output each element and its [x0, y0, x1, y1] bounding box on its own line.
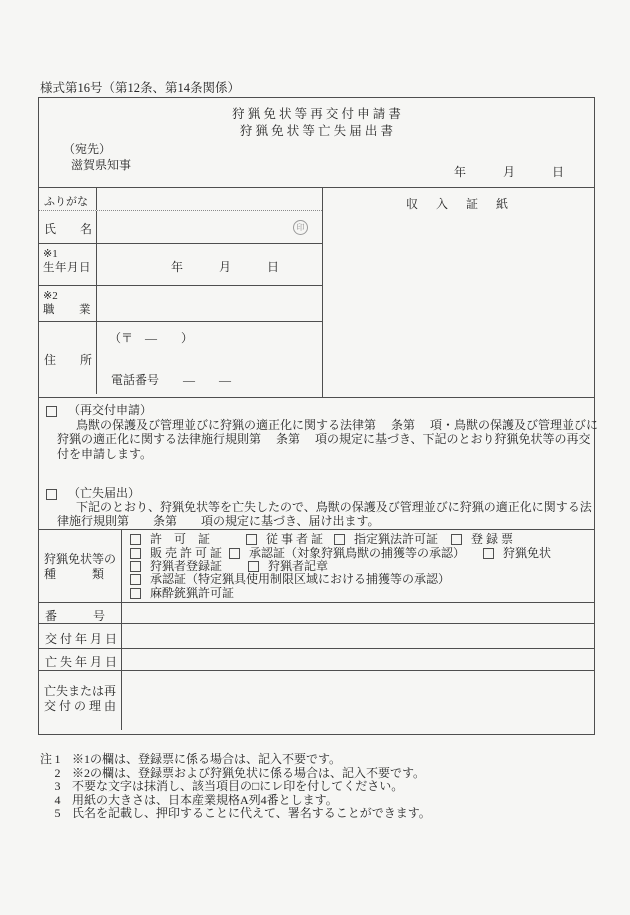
addressee-name: 滋賀県知事 [71, 158, 132, 172]
name-label: 氏 名 [39, 211, 97, 243]
issue-date-row [39, 624, 594, 649]
option-registration-card[interactable]: 登 録 票 [451, 533, 513, 546]
occupation-label: ※2 職 業 [39, 286, 97, 321]
loss-date-label: 亡失年月日 [39, 649, 122, 670]
address-label: 住 所 [39, 322, 97, 394]
checkbox-icon[interactable] [130, 548, 141, 559]
reason-input[interactable] [122, 671, 594, 730]
option-sales-permit[interactable]: 販 売 許 可 証 [130, 547, 222, 560]
birthdate-ref-mark: ※1 [43, 248, 58, 260]
checkbox-icon[interactable] [451, 534, 462, 545]
checkbox-icon[interactable] [130, 588, 141, 599]
furigana-input[interactable] [97, 188, 322, 210]
loss-text-line: 下記のとおり、狩猟免状等を亡失したので、鳥獣の保護及び管理並びに狩猟の適正化に関する法 [76, 500, 592, 514]
option-row [122, 573, 594, 586]
birthdate-label: ※1 生年月日 [39, 244, 97, 285]
loss-checkbox[interactable] [46, 489, 57, 500]
number-row [39, 603, 594, 624]
birthdate-input[interactable] [97, 244, 322, 285]
furigana-label: ふりがな [39, 188, 97, 210]
note-item: 注 1 ※1の欄は、登録票に係る場合は、記入不要です。 [40, 752, 342, 766]
loss-heading: （亡失届出） [68, 486, 141, 500]
occupation-row [39, 286, 322, 322]
checkbox-icon[interactable] [248, 561, 259, 572]
checkbox-icon[interactable] [229, 548, 240, 559]
option-designated-method-permit[interactable]: 指定猟法許可証 [334, 533, 438, 546]
details-table [39, 529, 594, 730]
seal-icon: 印 [293, 220, 308, 235]
issue-date-label: 交付年月日 [39, 624, 122, 648]
reissue-checkbox[interactable] [46, 406, 57, 417]
checkbox-icon[interactable] [130, 561, 141, 572]
applicant-section [39, 188, 594, 398]
option-approval-cert-game[interactable]: 承認証（対象狩猟鳥獣の捕獲等の承認） [229, 547, 465, 560]
applicant-table [39, 188, 323, 397]
number-label: 番 号 [39, 603, 122, 623]
reason-label: 亡失または再 交付の理由 [39, 671, 122, 730]
checkbox-icon[interactable] [130, 574, 141, 585]
form-title-loss: 狩 猟 免 状 等 亡 失 届 出 書 [239, 124, 394, 138]
reissue-text-line: 鳥獣の保護及び管理並びに狩猟の適正化に関する法律第 条第 項・鳥獣の保護及び管理並びに [76, 418, 599, 432]
checkbox-icon[interactable] [246, 534, 257, 545]
reissue-text-line: 狩猟の適正化に関する法律施行規則第 条第 項の規定に基づき、下記のとおり狩猟免状等の再交 [57, 432, 591, 446]
option-hunter-badge[interactable]: 狩猟者記章 [248, 560, 328, 573]
revenue-stamp-label: 収 入 証 紙 [405, 197, 511, 211]
form-number: 様式第16号（第12条、第14条関係） [40, 81, 241, 95]
occupation-ref-mark: ※2 [43, 290, 58, 302]
statements-section [39, 397, 599, 529]
note-item: 5 氏名を記載し、押印することに代えて、署名することができます。 [54, 806, 431, 821]
note-item: 4 用紙の大きさは、日本産業規格A列4番とします。 [54, 792, 338, 807]
option-row [122, 546, 594, 559]
reason-row [39, 671, 594, 730]
checkbox-icon[interactable] [130, 534, 141, 545]
occupation-input[interactable] [97, 286, 322, 321]
date-line [454, 163, 564, 180]
option-approval-cert-restricted[interactable]: 承認証（特定猟具使用制限区域における捕獲等の承認） [130, 573, 450, 586]
license-type-row [39, 530, 594, 603]
option-row [122, 587, 594, 600]
reissue-text-line: 付を申請します。 [57, 447, 153, 461]
license-type-options [122, 530, 594, 602]
postal-code-placeholder: （〒 ― ） [109, 331, 194, 345]
date-year-label: 年 [453, 165, 466, 179]
option-permit[interactable]: 許 可 証 [130, 533, 210, 546]
birthdate-placeholder: 年 月 日 [171, 260, 280, 274]
checkbox-icon[interactable] [483, 548, 494, 559]
loss-text-line: 律施行規則第 条第 項の規定に基づき、届け出ます。 [57, 514, 380, 528]
address-row [39, 322, 322, 394]
date-day-label: 日 [551, 165, 564, 179]
option-row [122, 533, 594, 546]
form-sheet [38, 97, 599, 735]
notes-section [40, 753, 431, 821]
revenue-stamp-area [323, 188, 594, 397]
checkbox-icon[interactable] [334, 534, 345, 545]
date-month-label: 月 [502, 165, 515, 179]
loss-date-input[interactable] [122, 649, 594, 670]
option-hunter-registration[interactable]: 狩猟者登録証 [130, 560, 222, 573]
form-header [39, 98, 594, 188]
option-hunting-license[interactable]: 狩猟免状 [483, 547, 551, 560]
issue-date-input[interactable] [122, 624, 594, 648]
phone-placeholder: 電話番号 ― ― [111, 373, 232, 387]
name-input[interactable] [97, 211, 322, 243]
furigana-row [39, 188, 322, 211]
number-input[interactable] [122, 603, 594, 623]
option-tranquilizer-gun-permit[interactable]: 麻酔銃猟許可証 [130, 587, 234, 600]
name-row [39, 211, 322, 244]
reissue-heading: （再交付申請） [68, 403, 153, 417]
option-worker-cert[interactable]: 従 事 者 証 [246, 533, 323, 546]
birthdate-row [39, 244, 322, 286]
loss-date-row [39, 649, 594, 671]
address-input[interactable] [97, 322, 322, 394]
addressee-label: （宛先） [63, 142, 112, 156]
form-title-reissue: 狩 猟 免 状 等 再 交 付 申 請 書 [232, 107, 401, 121]
note-item: 2 ※2の欄は、登録票および狩猟免状に係る場合は、記入不要です。 [54, 765, 426, 780]
note-item: 3 不要な文字は抹消し、該当項目の□にレ印を付してください。 [54, 779, 404, 794]
license-type-label: 狩猟免状等の 種 類 [39, 530, 122, 602]
